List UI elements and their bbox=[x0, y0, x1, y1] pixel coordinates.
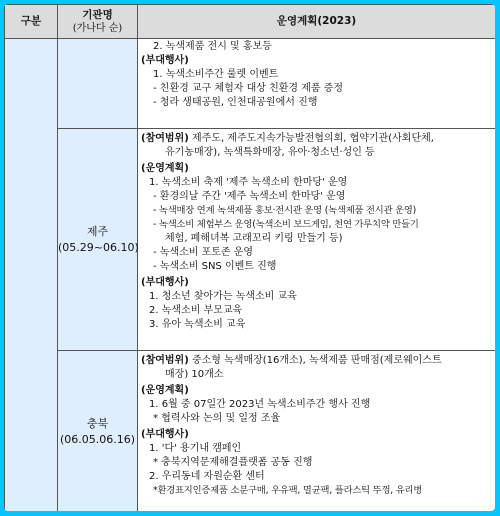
plan-line: 1. 청소년 찾아가는 녹색소비 교육 bbox=[149, 291, 297, 302]
plan-line: * 충북지역문제해결플랫폼 공동 진행 bbox=[153, 457, 313, 468]
scope-text: 중소형 녹색매장(16개소), 녹색제품 판매점(제로웨이스트 bbox=[191, 355, 442, 366]
section-label: (운영계획) bbox=[141, 163, 189, 174]
section-label: (부대행사) bbox=[141, 277, 189, 288]
plan-line: 1. 6월 중 07일간 2023년 녹색소비주간 행사 진행 bbox=[149, 399, 371, 410]
scope-line bbox=[141, 132, 491, 146]
plan-line: - 녹색소비 체험부스 운영(녹색소비 보드게임, 천연 가루치약 만들기 bbox=[153, 219, 419, 230]
scope-continuation: 매장) 10개소 bbox=[165, 369, 224, 380]
section-label: (참여범위) bbox=[141, 355, 189, 366]
plan-line: - 녹색소비 SNS 이벤트 진행 bbox=[153, 261, 277, 272]
agency-cell-chungbuk bbox=[58, 351, 138, 512]
plan-line: *환경표지인증제품 소분구매, 우유팩, 멸균팩, 플라스틱 뚜껑, 유리병 bbox=[153, 485, 423, 496]
plan-line: 2. 녹색소비 부모교육 bbox=[149, 305, 243, 316]
scope-line bbox=[141, 354, 491, 368]
table-row bbox=[5, 129, 496, 351]
agency-name: 제주 bbox=[86, 224, 109, 238]
plan-line: * 협력사와 논의 및 일정 조율 bbox=[153, 413, 281, 424]
table-row bbox=[5, 351, 496, 512]
scope-text: 제주도, 제주도지속가능발전협의회, 협약기관(사회단체, bbox=[191, 133, 434, 144]
table-row bbox=[5, 39, 496, 129]
plan-line: 1. 녹색소비 축제 '제주 녹색소비 한마당' 운영 bbox=[149, 177, 348, 188]
green-consumption-plan-table bbox=[4, 4, 495, 511]
plan-cell-top bbox=[138, 39, 496, 129]
agency-period: (06.05.06.16) bbox=[59, 432, 136, 446]
agency-cell-jeju bbox=[58, 129, 138, 351]
agency-period: (05.29~06.10) bbox=[58, 240, 139, 254]
plan-line: 체험, 폐해녀복 고래꼬리 키링 만들기 등) bbox=[165, 233, 343, 244]
plan-line: 1. 녹색소비주간 룰렛 이벤트 bbox=[153, 69, 279, 80]
plan-line: - 녹색매장 연계 녹색제품 홍보·전시관 운영 (녹색제품 전시관 운영) bbox=[153, 205, 417, 216]
agency-name: 충북 bbox=[86, 416, 109, 430]
plan-line: 2. 우리동네 자원순환 센터 bbox=[149, 471, 265, 482]
plan-line: 1. '다' 용기내 캠페인 bbox=[149, 443, 242, 454]
scope-continuation: 유기농매장), 녹색특화매장, 유아·청소년·성인 등 bbox=[165, 147, 375, 158]
plan-line: - 환경의날 주간 '제주 녹색소비 한마당' 운영 bbox=[153, 191, 346, 202]
section-label: (부대행사) bbox=[141, 429, 189, 440]
plan-cell-jeju bbox=[138, 129, 496, 351]
section-label: (부대행사) bbox=[141, 55, 189, 66]
section-label: (참여범위) bbox=[141, 133, 189, 144]
plan-line: - 청라 생태공원, 인천대공원에서 진행 bbox=[153, 97, 318, 108]
table-header-row bbox=[5, 5, 496, 39]
header-agency-main: 기관명 bbox=[82, 8, 113, 21]
plan-line: 2. 녹색제품 전시 및 홍보등 bbox=[153, 41, 272, 52]
header-agency-sub: (가나다 순) bbox=[72, 22, 123, 34]
category-cell bbox=[5, 39, 58, 512]
plan-line: - 친환경 교구 체험자 대상 친환경 제품 증정 bbox=[153, 83, 344, 94]
agency-cell-top bbox=[58, 39, 138, 129]
plan-line: - 녹색소비 포토존 운영 bbox=[153, 247, 254, 258]
section-label: (운영계획) bbox=[141, 385, 189, 396]
document-frame bbox=[4, 4, 495, 511]
plan-line: 3. 유아 녹색소비 교육 bbox=[149, 319, 246, 330]
header-plan: 운영계획(2023) bbox=[138, 5, 496, 39]
plan-cell-chungbuk bbox=[138, 351, 496, 512]
header-category: 구분 bbox=[5, 5, 58, 39]
header-agency bbox=[58, 5, 138, 39]
